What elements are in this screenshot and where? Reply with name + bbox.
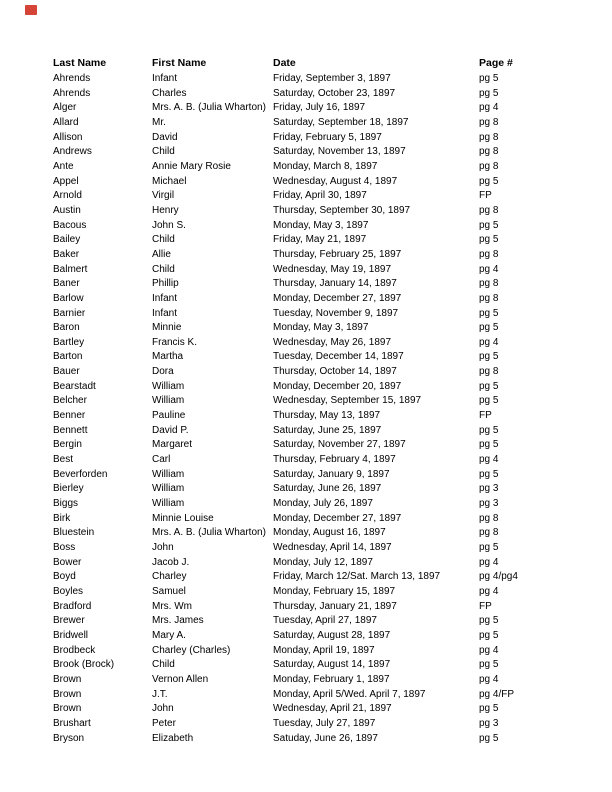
cell-date: Saturday, August 14, 1897	[273, 659, 391, 671]
cell-date: Friday, March 12/Sat. March 13, 1897	[273, 571, 441, 583]
cell-last-name: Andrews	[53, 146, 92, 158]
cell-last-name: Baner	[53, 278, 80, 290]
cell-first-name: Henry	[152, 204, 179, 216]
table-row	[53, 380, 565, 395]
cell-first-name: John S.	[152, 219, 186, 231]
cell-page: pg 5	[479, 380, 499, 392]
cell-first-name: Pauline	[152, 410, 186, 422]
cell-page: pg 8	[479, 131, 499, 143]
cell-date: Thursday, February 25, 1897	[273, 248, 402, 260]
cell-date: Monday, July 12, 1897	[273, 556, 373, 568]
cell-first-name: Infant	[152, 307, 178, 319]
cell-page: pg 4	[479, 263, 499, 275]
cell-last-name: Brown	[53, 673, 82, 685]
cell-last-name: Baker	[53, 248, 80, 260]
table-row	[53, 644, 565, 659]
cell-first-name: Margaret	[152, 439, 193, 451]
table-row	[53, 585, 565, 600]
cell-last-name: Bergin	[53, 439, 82, 451]
column-header-last-name: Last Name	[53, 57, 107, 69]
cell-page: pg 8	[479, 248, 499, 260]
cell-last-name: Best	[53, 454, 74, 466]
cell-date: Saturday, November 13, 1897	[273, 146, 406, 158]
cell-last-name: Bridwell	[53, 629, 89, 641]
cell-date: Saturday, January 9, 1897	[273, 468, 390, 480]
cell-page: pg 5	[479, 322, 499, 334]
table-row	[53, 145, 565, 160]
cell-page: pg 5	[479, 629, 499, 641]
cell-last-name: Austin	[53, 204, 81, 216]
cell-date: Tuesday, December 14, 1897	[273, 351, 404, 363]
table-row	[53, 453, 565, 468]
cell-first-name: Infant	[152, 292, 178, 304]
cell-first-name: Charley	[152, 571, 187, 583]
cell-last-name: Bluestein	[53, 527, 95, 539]
cell-page: pg 8	[479, 366, 499, 378]
table-row	[53, 336, 565, 351]
cell-date: Friday, February 5, 1897	[273, 131, 382, 143]
table-row	[53, 365, 565, 380]
cell-page: pg 5	[479, 732, 499, 744]
cell-date: Monday, April 5/Wed. April 7, 1897	[273, 688, 426, 700]
cell-last-name: Ahrends	[53, 73, 91, 84]
cell-first-name: Michael	[152, 175, 187, 187]
table-body	[53, 72, 565, 746]
table-row	[53, 658, 565, 673]
cell-page: pg 5	[479, 703, 499, 715]
table-row	[53, 424, 565, 439]
table-row	[53, 570, 565, 585]
cell-first-name: Child	[152, 234, 175, 246]
cell-last-name: Biggs	[53, 498, 79, 510]
cell-last-name: Brook (Brock)	[53, 659, 115, 671]
cell-date: Wednesday, April 21, 1897	[273, 703, 392, 715]
cell-page: pg 4/FP	[479, 688, 515, 700]
table-header-row	[53, 55, 565, 72]
cell-page: pg 4	[479, 673, 499, 685]
cell-page: pg 8	[479, 204, 499, 216]
cell-page: pg 5	[479, 468, 499, 480]
cell-last-name: Brown	[53, 688, 82, 700]
table-row	[53, 189, 565, 204]
table-row	[53, 526, 565, 541]
cell-last-name: Ante	[53, 160, 74, 172]
table-row	[53, 204, 565, 219]
cell-first-name: Francis K.	[152, 336, 198, 348]
cell-page: pg 8	[479, 512, 499, 524]
cell-date: Thursday, January 21, 1897	[273, 600, 397, 612]
cell-last-name: Appel	[53, 175, 79, 187]
cell-last-name: Allard	[53, 116, 79, 128]
cell-date: Thursday, May 13, 1897	[273, 410, 381, 422]
table-row	[53, 717, 565, 732]
cell-last-name: Brodbeck	[53, 644, 96, 656]
column-header-first-name: First Name	[152, 57, 207, 69]
cell-date: Monday, December 27, 1897	[273, 292, 402, 304]
cell-date: Monday, July 26, 1897	[273, 498, 373, 510]
cell-date: Saturday, August 28, 1897	[273, 629, 391, 641]
table-row	[53, 219, 565, 234]
cell-first-name: Peter	[152, 717, 176, 729]
cell-first-name: Dora	[152, 366, 174, 378]
cell-last-name: Bennett	[53, 424, 88, 436]
cell-last-name: Bradford	[53, 600, 92, 612]
cell-first-name: Virgil	[152, 190, 175, 202]
cell-last-name: Allison	[53, 131, 83, 143]
cell-first-name: Minnie	[152, 322, 182, 334]
cell-first-name: David	[152, 131, 178, 143]
cell-page: pg 5	[479, 87, 499, 99]
column-header-page: Page #	[479, 57, 513, 69]
cell-page: pg 4	[479, 556, 499, 568]
cell-page: pg 3	[479, 498, 499, 510]
cell-last-name: Alger	[53, 102, 77, 114]
cell-first-name: J.T.	[152, 688, 168, 700]
table-row	[53, 468, 565, 483]
cell-last-name: Bailey	[53, 234, 81, 246]
cell-page: pg 5	[479, 73, 499, 84]
cell-last-name: Birk	[53, 512, 71, 524]
table-row	[53, 350, 565, 365]
table-row	[53, 307, 565, 322]
cell-last-name: Ahrends	[53, 87, 91, 99]
cell-page: pg 4	[479, 585, 499, 597]
cell-first-name: William	[152, 498, 185, 510]
cell-date: Friday, May 21, 1897	[273, 234, 367, 246]
cell-page: pg 5	[479, 307, 499, 319]
cell-first-name: Minnie Louise	[152, 512, 214, 524]
cell-first-name: David P.	[152, 424, 189, 436]
cell-last-name: Balmert	[53, 263, 88, 275]
table-row	[53, 673, 565, 688]
cell-page: pg 4	[479, 644, 499, 656]
table-row	[53, 394, 565, 409]
cell-last-name: Bierley	[53, 483, 84, 495]
cell-date: Monday, March 8, 1897	[273, 160, 378, 172]
cell-first-name: Charles	[152, 87, 187, 99]
cell-first-name: Mrs. A. B. (Julia Wharton)	[152, 527, 266, 539]
column-header-date: Date	[273, 57, 296, 69]
cell-page: pg 8	[479, 116, 499, 128]
cell-first-name: Child	[152, 263, 175, 275]
cell-first-name: Annie Mary Rosie	[152, 160, 231, 172]
cell-date: Tuesday, July 27, 1897	[273, 717, 376, 729]
table-row	[53, 263, 565, 278]
cell-first-name: Jacob J.	[152, 556, 190, 568]
table-row	[53, 541, 565, 556]
table-row	[53, 72, 565, 87]
cell-last-name: Barton	[53, 351, 83, 363]
cell-date: Saturday, November 27, 1897	[273, 439, 406, 451]
cell-date: Thursday, February 4, 1897	[273, 454, 396, 466]
table-row	[53, 175, 565, 190]
cell-last-name: Brown	[53, 703, 82, 715]
cell-last-name: Brewer	[53, 615, 85, 627]
table-row	[53, 556, 565, 571]
cell-page: pg 4	[479, 454, 499, 466]
cell-date: Wednesday, May 26, 1897	[273, 336, 392, 348]
cell-first-name: John	[152, 703, 174, 715]
cell-date: Tuesday, November 9, 1897	[273, 307, 399, 319]
cell-first-name: Mr.	[152, 116, 166, 128]
table-row	[53, 131, 565, 146]
cell-last-name: Bearstadt	[53, 380, 96, 392]
cell-page: pg 5	[479, 175, 499, 187]
cell-date: Satuday, June 26, 1897	[273, 732, 378, 744]
cell-last-name: Arnold	[53, 190, 82, 202]
cell-first-name: Vernon Allen	[152, 673, 209, 685]
cell-date: Monday, February 1, 1897	[273, 673, 390, 685]
cell-page: pg 5	[479, 219, 499, 231]
cell-first-name: Mrs. James	[152, 615, 204, 627]
cell-date: Monday, December 20, 1897	[273, 380, 402, 392]
page-corner-mark	[25, 5, 37, 15]
table-row	[53, 512, 565, 527]
table-row	[53, 116, 565, 131]
cell-date: Monday, May 3, 1897	[273, 322, 369, 334]
cell-last-name: Boyd	[53, 571, 76, 583]
table-row	[53, 87, 565, 102]
cell-date: Monday, August 16, 1897	[273, 527, 386, 539]
cell-page: pg 4	[479, 336, 499, 348]
cell-date: Friday, July 16, 1897	[273, 102, 366, 114]
cell-last-name: Brushart	[53, 717, 91, 729]
cell-page: pg 5	[479, 439, 499, 451]
cell-page: pg 5	[479, 395, 499, 407]
cell-page: FP	[479, 410, 492, 422]
cell-first-name: William	[152, 483, 185, 495]
cell-date: Saturday, September 18, 1897	[273, 116, 409, 128]
cell-last-name: Bower	[53, 556, 82, 568]
cell-page: pg 5	[479, 615, 499, 627]
cell-page: pg 8	[479, 527, 499, 539]
cell-date: Wednesday, April 14, 1897	[273, 542, 392, 553]
table-row	[53, 614, 565, 629]
records-table	[53, 55, 565, 746]
cell-first-name: Carl	[152, 454, 171, 466]
cell-last-name: Bartley	[53, 336, 85, 348]
cell-date: Thursday, September 30, 1897	[273, 204, 411, 216]
table-row	[53, 160, 565, 175]
table-row	[53, 497, 565, 512]
table-row	[53, 409, 565, 424]
cell-date: Saturday, June 26, 1897	[273, 483, 382, 495]
cell-first-name: William	[152, 468, 185, 480]
cell-date: Wednesday, September 15, 1897	[273, 395, 422, 407]
cell-page: pg 4	[479, 102, 499, 114]
cell-date: Friday, September 3, 1897	[273, 73, 391, 84]
table-row	[53, 600, 565, 615]
cell-page: pg 8	[479, 292, 499, 304]
cell-last-name: Bauer	[53, 366, 80, 378]
cell-first-name: Samuel	[152, 585, 186, 597]
cell-page: pg 8	[479, 146, 499, 158]
cell-first-name: Martha	[152, 351, 184, 363]
cell-first-name: Mrs. A. B. (Julia Wharton)	[152, 102, 266, 114]
cell-first-name: Mary A.	[152, 629, 186, 641]
cell-last-name: Barlow	[53, 292, 84, 304]
cell-last-name: Benner	[53, 410, 86, 422]
table-row	[53, 732, 565, 747]
cell-first-name: Charley (Charles)	[152, 644, 231, 656]
table-row	[53, 321, 565, 336]
cell-date: Saturday, October 23, 1897	[273, 87, 396, 99]
cell-date: Wednesday, August 4, 1897	[273, 175, 398, 187]
cell-date: Saturday, June 25, 1897	[273, 424, 382, 436]
cell-first-name: Mrs. Wm	[152, 600, 192, 612]
cell-date: Thursday, January 14, 1897	[273, 278, 397, 290]
table-row	[53, 482, 565, 497]
cell-last-name: Belcher	[53, 395, 87, 407]
cell-date: Monday, April 19, 1897	[273, 644, 375, 656]
cell-page: pg 8	[479, 278, 499, 290]
table-row	[53, 629, 565, 644]
cell-last-name: Bacous	[53, 219, 87, 231]
cell-page: pg 5	[479, 234, 499, 246]
cell-first-name: Infant	[152, 73, 178, 84]
cell-first-name: William	[152, 380, 185, 392]
cell-last-name: Boss	[53, 542, 76, 553]
cell-page: pg 3	[479, 483, 499, 495]
table-row	[53, 438, 565, 453]
table-row	[53, 688, 565, 703]
cell-first-name: Elizabeth	[152, 732, 194, 744]
table-row	[53, 248, 565, 263]
table-row	[53, 702, 565, 717]
cell-last-name: Bryson	[53, 732, 85, 744]
cell-date: Monday, May 3, 1897	[273, 219, 369, 231]
cell-last-name: Boyles	[53, 585, 84, 597]
cell-last-name: Barnier	[53, 307, 86, 319]
cell-date: Monday, February 15, 1897	[273, 585, 396, 597]
cell-first-name: Phillip	[152, 278, 179, 290]
cell-page: pg 4/pg4	[479, 571, 518, 583]
cell-first-name: Child	[152, 146, 175, 158]
cell-page: pg 5	[479, 424, 499, 436]
cell-date: Friday, April 30, 1897	[273, 190, 367, 202]
cell-date: Thursday, October 14, 1897	[273, 366, 397, 378]
cell-date: Monday, December 27, 1897	[273, 512, 402, 524]
cell-page: pg 5	[479, 351, 499, 363]
cell-date: Wednesday, May 19, 1897	[273, 263, 392, 275]
cell-date: Tuesday, April 27, 1897	[273, 615, 377, 627]
cell-page: pg 5	[479, 542, 499, 553]
cell-last-name: Beverforden	[53, 468, 108, 480]
table-row	[53, 292, 565, 307]
table-row	[53, 233, 565, 248]
table-row	[53, 101, 565, 116]
cell-page: FP	[479, 600, 492, 612]
cell-last-name: Baron	[53, 322, 80, 334]
cell-first-name: John	[152, 542, 174, 553]
cell-page: pg 5	[479, 659, 499, 671]
table-row	[53, 277, 565, 292]
cell-page: pg 8	[479, 160, 499, 172]
cell-first-name: Allie	[152, 248, 171, 260]
cell-first-name: Child	[152, 659, 175, 671]
cell-page: pg 3	[479, 717, 499, 729]
cell-first-name: William	[152, 395, 185, 407]
cell-page: FP	[479, 190, 492, 202]
